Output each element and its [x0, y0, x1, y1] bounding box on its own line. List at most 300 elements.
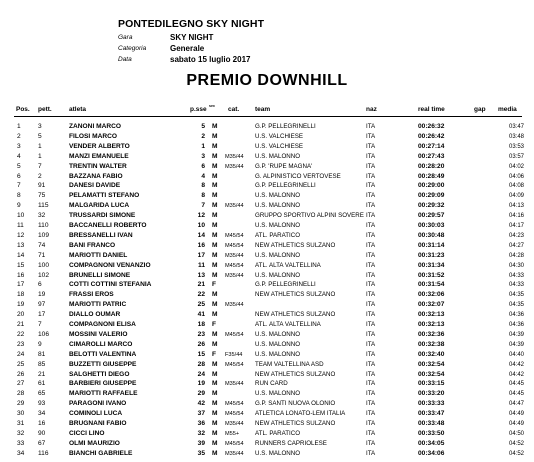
cell-team: RUN CARD — [255, 380, 288, 388]
column-headers — [0, 106, 534, 116]
cell-time: 00:33:20 — [418, 390, 445, 398]
table-row — [0, 142, 534, 152]
cell-media: 04:35 — [508, 302, 524, 309]
cell-naz: ITA — [366, 400, 376, 408]
cell-pett: 7 — [38, 321, 42, 328]
cell-team: ATL. PARATICO — [255, 429, 301, 437]
cell-naz: ITA — [366, 321, 376, 328]
cell-media: 04:06 — [508, 173, 524, 180]
cell-time: 00:27:43 — [418, 152, 445, 160]
cell-team: ATL. PARATICO — [255, 231, 301, 239]
cell-media: 04:49 — [508, 421, 524, 427]
cell-sex: M — [212, 380, 218, 388]
cell-time: 00:32:06 — [418, 291, 445, 299]
cell-naz: ITA — [366, 449, 376, 457]
table-row — [0, 370, 534, 380]
cell-media: 04:39 — [508, 341, 524, 348]
cell-team: NEW ATHLETICS SULZANO — [255, 241, 336, 249]
cell-time: 00:31:52 — [418, 271, 445, 279]
cell-time: 00:29:32 — [418, 202, 445, 210]
cell-pos: 4 — [17, 152, 21, 160]
cell-pass: 2 — [201, 132, 205, 140]
cell-naz: ITA — [366, 350, 376, 358]
cell-time: 00:28:20 — [418, 162, 445, 170]
cell-pass: 41 — [197, 311, 205, 319]
cell-atleta: ZANONI MARCO — [69, 123, 122, 130]
cell-pett: 17 — [38, 311, 46, 319]
cell-time: 00:34:05 — [418, 439, 445, 447]
col-time: real time — [418, 106, 445, 113]
col-pos: Pos. — [16, 106, 30, 113]
cell-team: NEW ATHLETICS SULZANO — [255, 420, 336, 427]
cell-media: 04:39 — [508, 331, 524, 338]
cell-sex: M — [212, 182, 218, 190]
cell-time: 00:32:13 — [418, 321, 445, 328]
cell-naz: ITA — [366, 271, 376, 279]
cell-pos: 1 — [17, 123, 21, 130]
cell-pett: 67 — [38, 439, 46, 447]
cell-time: 00:30:03 — [418, 222, 445, 229]
cell-time: 00:26:42 — [418, 132, 445, 140]
cell-sex: M — [212, 390, 218, 398]
cell-pos: 18 — [17, 291, 25, 299]
cell-cat: M45/54 — [225, 411, 244, 418]
cell-pett: 71 — [38, 251, 46, 259]
table-row — [0, 211, 534, 221]
cell-time: 00:30:48 — [418, 231, 445, 239]
table-row — [0, 231, 534, 241]
cell-pett: 1 — [38, 152, 42, 160]
cell-time: 00:29:57 — [418, 212, 445, 220]
cell-sex: M — [212, 429, 218, 437]
cell-pass: 18 — [197, 321, 205, 328]
cell-naz: ITA — [366, 330, 376, 338]
col-cat: cat. — [228, 106, 240, 113]
cell-naz: ITA — [366, 192, 376, 200]
cell-sex: M — [212, 271, 218, 279]
cell-sex: M — [212, 123, 218, 130]
cell-team: NEW ATHLETICS SULZANO — [255, 291, 336, 299]
cell-naz: ITA — [366, 202, 376, 210]
cell-pett: 21 — [38, 370, 46, 378]
cell-pett: 65 — [38, 390, 46, 398]
cell-pos: 34 — [17, 449, 25, 457]
cell-pett: 100 — [38, 261, 50, 269]
table-row — [0, 152, 534, 162]
cell-naz: ITA — [366, 132, 376, 140]
cell-pos: 22 — [17, 330, 25, 338]
cell-naz: ITA — [366, 212, 376, 220]
cell-team: U.S. MALONNO — [255, 251, 301, 259]
cell-media: 04:27 — [508, 242, 524, 249]
cell-pass: 3 — [201, 152, 205, 160]
cell-media: 04:50 — [508, 430, 524, 437]
cell-time: 00:34:06 — [418, 449, 445, 457]
cell-media: 03:53 — [508, 143, 524, 150]
cell-pass: 17 — [197, 251, 205, 259]
cell-media: 04:45 — [508, 381, 524, 388]
table-row — [0, 271, 534, 281]
cell-team: ATL. ALTA VALTELLINA — [255, 261, 321, 269]
table-row — [0, 310, 534, 320]
cell-media: 04:30 — [508, 262, 524, 269]
cell-cat: M35/44 — [225, 272, 244, 279]
cell-pos: 17 — [17, 281, 25, 289]
cell-team: U.S. VALCHIESE — [255, 132, 304, 140]
cell-naz: ITA — [366, 152, 376, 160]
cell-pass: 35 — [197, 449, 205, 457]
cell-naz: ITA — [366, 172, 376, 180]
cell-naz: ITA — [366, 301, 376, 309]
cell-naz: ITA — [366, 142, 376, 150]
cell-pos: 20 — [17, 311, 25, 319]
cell-team: GRUPPO SPORTIVO ALPINI SOVERE — [255, 212, 364, 220]
cell-pett: 5 — [38, 132, 42, 140]
cell-atleta: BRUNELLI SIMONE — [69, 271, 131, 279]
cell-media: 04:42 — [508, 371, 524, 378]
cell-sex: M — [212, 132, 218, 140]
cell-media: 04:23 — [508, 232, 524, 239]
cell-sex: M — [212, 261, 218, 269]
cell-media: 04:33 — [508, 282, 524, 289]
cell-pass: 4 — [201, 172, 205, 180]
cell-atleta: BRUGNANI FABIO — [69, 420, 127, 427]
cell-atleta: MANZI EMANUELE — [69, 152, 129, 160]
cell-sex: M — [212, 251, 218, 259]
cell-atleta: PELAMATTI STEFANO — [69, 192, 140, 200]
cell-atleta: BAZZANA FABIO — [69, 172, 123, 180]
cell-sex: M — [212, 231, 218, 239]
cell-team: U.S. MALONNO — [255, 222, 301, 229]
cell-team: G.P. SANTI NUOVA OLONIO — [255, 400, 336, 408]
cell-sex: M — [212, 212, 218, 220]
cell-pass: 16 — [197, 241, 205, 249]
cell-sex: M — [212, 192, 218, 200]
table-row — [0, 201, 534, 211]
cell-team: RUNNERS CAPRIOLESE — [255, 439, 327, 447]
cell-pett: 85 — [38, 360, 46, 368]
cell-time: 00:33:48 — [418, 420, 445, 427]
cell-naz: ITA — [366, 410, 376, 418]
cell-pass: 1 — [201, 142, 205, 150]
cell-team: G.P. PELLEGRINELLI — [255, 281, 316, 289]
cell-pett: 110 — [38, 222, 49, 229]
cell-team: ATLETICA LONATO-LEM ITALIA — [255, 410, 346, 418]
cell-pos: 28 — [17, 390, 25, 398]
cell-naz: ITA — [366, 281, 376, 289]
cell-pos: 19 — [17, 301, 25, 309]
cell-atleta: MARIOTTI DANIEL — [69, 251, 128, 259]
cell-media: 04:40 — [508, 351, 524, 358]
col-sex: sex — [209, 104, 215, 108]
cell-pos: 24 — [17, 350, 25, 358]
cell-cat: M45/54 — [225, 232, 244, 239]
cell-pos: 32 — [17, 429, 25, 437]
results-header — [0, 0, 534, 80]
cell-atleta: DIALLO OUMAR — [69, 311, 121, 319]
cell-pass: 15 — [197, 350, 205, 358]
cell-pass: 6 — [201, 162, 205, 170]
cell-pass: 14 — [197, 231, 205, 239]
cell-atleta: BARBIERI GIUSEPPE — [69, 380, 137, 388]
cell-cat: M45/54 — [225, 401, 244, 408]
cell-pass: 28 — [197, 360, 205, 368]
cell-atleta: BIANCHI GABRIELE — [69, 449, 133, 457]
cell-pass: 32 — [197, 429, 205, 437]
cell-atleta: FRASSI EROS — [69, 291, 114, 299]
cell-media: 04:02 — [508, 163, 524, 170]
cell-pos: 25 — [17, 360, 25, 368]
page-title: PREMIO DOWNHILL — [186, 72, 348, 89]
cell-pass: 8 — [201, 192, 205, 200]
table-row — [0, 449, 534, 459]
cell-time: 00:32:38 — [418, 340, 445, 348]
cell-pett: 93 — [38, 400, 46, 408]
cell-pett: 74 — [38, 241, 46, 249]
cell-pos: 5 — [17, 162, 21, 170]
cell-time: 00:32:07 — [418, 301, 445, 309]
cell-cat: M35/44 — [225, 450, 244, 457]
cell-atleta: BUZZETTI GIUSEPPE — [69, 360, 137, 368]
table-row — [0, 241, 534, 251]
cell-cat: M35/44 — [225, 153, 244, 160]
cell-naz: ITA — [366, 390, 376, 398]
cell-pass: 11 — [198, 261, 205, 269]
cell-pett: 19 — [38, 291, 46, 299]
cell-naz: ITA — [366, 360, 376, 368]
cell-team: U.S. MALONNO — [255, 330, 301, 338]
cell-cat: M35/44 — [225, 163, 244, 170]
cell-pett: 97 — [38, 301, 46, 309]
cell-time: 00:32:54 — [418, 360, 445, 368]
cell-time: 00:33:15 — [418, 380, 445, 388]
cell-cat: M35/44 — [225, 381, 244, 388]
cell-naz: ITA — [366, 380, 376, 388]
cell-sex: M — [212, 410, 218, 418]
cell-atleta: BRESSANELLI IVAN — [69, 231, 133, 239]
cell-sex: M — [212, 241, 218, 249]
table-row — [0, 399, 534, 409]
cell-media: 04:16 — [508, 213, 524, 220]
cell-atleta: PARAGONI IVANO — [69, 400, 127, 408]
cell-sex: M — [212, 439, 218, 447]
table-row — [0, 261, 534, 271]
cell-naz: ITA — [366, 429, 376, 437]
cell-atleta: BACCANELLI ROBERTO — [69, 222, 147, 229]
cell-pos: 9 — [17, 202, 21, 210]
meta-category-value: Generale — [170, 44, 205, 53]
table-row — [0, 172, 534, 182]
cell-cat: M45/54 — [225, 262, 244, 269]
cell-time: 00:32:36 — [418, 330, 445, 338]
cell-time: 00:31:54 — [418, 281, 445, 289]
cell-media: 04:33 — [508, 272, 524, 279]
cell-atleta: OLMI MAURIZIO — [69, 439, 120, 447]
cell-sex: M — [212, 301, 218, 309]
cell-pass: 13 — [197, 271, 205, 279]
cell-pos: 11 — [17, 222, 24, 229]
cell-atleta: MOSSINI VALERIO — [69, 330, 128, 338]
cell-sex: F — [212, 350, 217, 358]
cell-pett: 61 — [38, 380, 46, 388]
cell-time: 00:26:32 — [418, 123, 445, 130]
cell-pass: 37 — [197, 410, 205, 418]
cell-time: 00:33:33 — [418, 400, 445, 408]
cell-pass: 8 — [201, 182, 205, 190]
cell-team: G. ALPINISTICO VERTOVESE — [255, 172, 341, 180]
cell-pett: 6 — [38, 281, 42, 289]
table-row — [0, 181, 534, 191]
cell-media: 04:36 — [508, 312, 524, 319]
cell-cat: F35/44 — [225, 351, 243, 358]
cell-pass: 21 — [197, 281, 205, 289]
cell-naz: ITA — [366, 439, 376, 447]
cell-pos: 30 — [17, 410, 25, 418]
cell-pass: 26 — [197, 340, 205, 348]
cell-cat: M45/54 — [225, 331, 244, 338]
cell-time: 00:33:50 — [418, 429, 445, 437]
cell-time: 00:32:13 — [418, 311, 445, 319]
cell-pett: 1 — [38, 142, 42, 150]
cell-team: G.P. 'RUPE MAGNA' — [255, 162, 313, 170]
cell-naz: ITA — [366, 340, 376, 348]
cell-pett: 90 — [38, 429, 46, 437]
cell-pos: 21 — [17, 321, 25, 328]
cell-pett: 115 — [38, 202, 49, 210]
cell-media: 04:49 — [508, 411, 524, 418]
table-row — [0, 350, 534, 360]
cell-team: ATL. ALTA VALTELLINA — [255, 321, 321, 328]
cell-atleta: BELOTTI VALENTINA — [69, 350, 137, 358]
cell-pett: 16 — [38, 420, 46, 427]
cell-sex: M — [212, 340, 218, 348]
cell-media: 03:47 — [508, 124, 524, 130]
cell-media: 04:08 — [508, 183, 524, 190]
table-row — [0, 251, 534, 261]
cell-pass: 25 — [197, 301, 205, 309]
cell-naz: ITA — [366, 241, 376, 249]
cell-sex: M — [212, 330, 218, 338]
cell-pett: 9 — [38, 340, 42, 348]
cell-pett: 2 — [38, 172, 42, 180]
table-row — [0, 290, 534, 300]
cell-pos: 3 — [17, 142, 21, 150]
cell-naz: ITA — [366, 311, 376, 319]
cell-media: 03:57 — [508, 153, 524, 160]
cell-media: 04:35 — [508, 292, 524, 299]
cell-team: U.S. MALONNO — [255, 340, 301, 348]
cell-team: U.S. MALONNO — [255, 192, 301, 200]
meta-race-key: Gara — [118, 34, 133, 41]
cell-sex: M — [212, 420, 218, 427]
meta-race-value: SKY NIGHT — [170, 33, 214, 42]
cell-pos: 26 — [17, 370, 25, 378]
cell-pos: 10 — [17, 212, 25, 220]
cell-sex: M — [212, 370, 218, 378]
cell-sex: M — [212, 162, 218, 170]
table-row — [0, 409, 534, 419]
cell-media: 04:47 — [508, 401, 524, 408]
cell-atleta: COMINOLI LUCA — [69, 410, 123, 418]
col-naz: naz — [366, 106, 377, 113]
cell-media: 04:36 — [508, 322, 524, 328]
cell-cat: M35/44 — [225, 252, 244, 259]
cell-team: NEW ATHLETICS SULZANO — [255, 370, 336, 378]
cell-pett: 7 — [38, 162, 42, 170]
cell-atleta: DANESI DAVIDE — [69, 182, 121, 190]
cell-time: 00:31:14 — [418, 241, 445, 249]
cell-pass: 12 — [197, 212, 205, 220]
cell-pett: 81 — [38, 350, 46, 358]
col-atleta: atleta — [69, 106, 86, 113]
cell-atleta: VENDER ALBERTO — [69, 142, 130, 150]
cell-pett: 106 — [38, 330, 50, 338]
cell-pos: 16 — [17, 271, 25, 279]
cell-sex: M — [212, 172, 218, 180]
cell-atleta: MALGARIDA LUCA — [69, 202, 130, 210]
cell-sex: M — [212, 291, 218, 299]
cell-pos: 12 — [17, 231, 25, 239]
cell-pass: 36 — [197, 420, 205, 427]
meta-date-key: Data — [118, 56, 132, 63]
table-row — [0, 429, 534, 439]
cell-cat: M35/44 — [225, 203, 244, 210]
cell-naz: ITA — [366, 261, 376, 269]
cell-time: 00:31:23 — [418, 251, 445, 259]
col-pett: pett. — [38, 106, 52, 113]
cell-pass: 7 — [201, 202, 205, 210]
cell-sex: M — [212, 311, 218, 319]
cell-pos: 23 — [17, 340, 25, 348]
table-row — [0, 122, 534, 132]
cell-pass: 29 — [197, 390, 205, 398]
cell-sex: M — [212, 360, 218, 368]
cell-atleta: CIMAROLLI MARCO — [69, 340, 133, 348]
cell-pass: 5 — [201, 123, 205, 130]
table-row — [0, 330, 534, 340]
event-name: PONTEDILEGNO SKY NIGHT — [118, 18, 265, 30]
cell-pass: 39 — [197, 439, 205, 447]
cell-pass: 24 — [197, 370, 205, 378]
cell-pos: 27 — [17, 380, 25, 388]
cell-pass: 23 — [197, 330, 205, 338]
cell-team: U.S. MALONNO — [255, 350, 301, 358]
cell-sex: M — [212, 449, 218, 457]
cell-time: 00:28:49 — [418, 172, 445, 180]
cell-team: U.S. MALONNO — [255, 202, 301, 210]
cell-media: 04:28 — [508, 252, 524, 259]
cell-atleta: MARIOTTI PATRIC — [69, 301, 127, 309]
cell-pett: 3 — [38, 123, 42, 130]
cell-pett: 34 — [38, 410, 46, 418]
cell-pos: 31 — [17, 420, 25, 427]
cell-sex: F — [212, 281, 217, 289]
cell-team: TEAM VALTELLINA ASD — [255, 360, 324, 368]
cell-cat: M35/44 — [225, 302, 244, 309]
cell-team: U.S. MALONNO — [255, 271, 301, 279]
cell-pett: 102 — [38, 271, 50, 279]
table-row — [0, 221, 534, 231]
cell-cat: M45/54 — [225, 242, 244, 249]
cell-sex: M — [212, 142, 218, 150]
cell-team: NEW ATHLETICS SULZANO — [255, 311, 336, 319]
table-row — [0, 340, 534, 350]
table-row — [0, 191, 534, 201]
table-row — [0, 132, 534, 142]
cell-media: 04:42 — [508, 361, 524, 368]
cell-media: 04:52 — [508, 440, 524, 447]
meta-category-key: Categoria — [118, 45, 147, 52]
